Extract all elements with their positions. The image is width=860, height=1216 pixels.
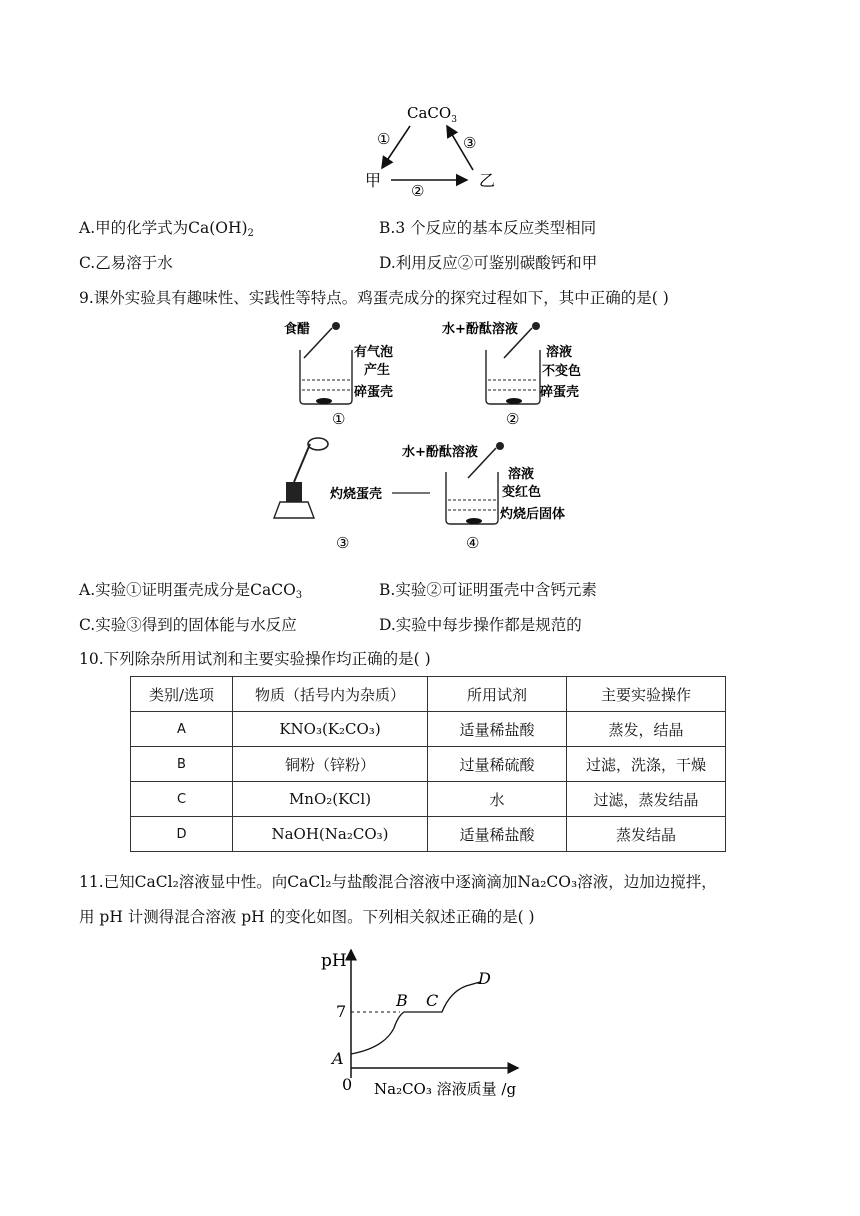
ph-curve <box>351 982 480 1054</box>
exp4-number: ④ <box>466 534 480 552</box>
exp1-label-1: 有气泡 <box>354 345 394 360</box>
header-substance: 物质（括号内为杂质） <box>233 677 428 712</box>
caco3-label: CaCO$_3$ <box>407 104 457 125</box>
header-option: 类别/选项 <box>131 677 233 712</box>
row-substance: NaOH(Na₂CO₃) <box>233 817 428 852</box>
exp2-reagent: 水+酚酞溶液 <box>442 322 518 337</box>
row-option: C <box>131 782 233 817</box>
row-substance: KNO₃(K₂CO₃) <box>233 712 428 747</box>
beaker-1 <box>300 350 352 404</box>
exp1-label-3: 碎蛋壳 <box>354 385 394 400</box>
q11-stem-line-2: 用 pH 计测得混合溶液 pH 的变化如图。下列相关叙述正确的是( ) <box>79 908 535 926</box>
exp3-number: ③ <box>336 534 350 552</box>
arrow-1-label: ① <box>377 130 391 148</box>
table-row <box>131 782 726 817</box>
q8-option-c: C.乙易溶于水 <box>79 254 173 272</box>
row-substance: 铜粉（锌粉） <box>233 747 428 782</box>
q9-option-b: B.实验②可证明蛋壳中含钙元素 <box>379 581 597 599</box>
y-axis-label: pH <box>321 951 347 971</box>
alcohol-lamp-icon <box>274 438 328 518</box>
ph-curve-chart <box>318 942 558 1110</box>
row-reagent: 过量稀硫酸 <box>428 747 567 782</box>
beaker-4 <box>446 472 498 524</box>
point-b-label: B <box>396 991 408 1010</box>
q9-option-a: A.实验①证明蛋壳成分是CaCO$_3$ <box>79 581 303 601</box>
exp2-label-2: 不变色 <box>542 364 582 379</box>
row-option: A <box>131 712 233 747</box>
arrow-3-label: ③ <box>463 134 477 152</box>
row-substance: MnO₂(KCl) <box>233 782 428 817</box>
exp4-label-2: 变红色 <box>502 485 542 500</box>
q8-option-d: D.利用反应②可鉴别碳酸钙和甲 <box>379 254 598 272</box>
exp4-label-1: 溶液 <box>508 467 535 482</box>
point-a-label: A <box>332 1049 344 1068</box>
exp4-label-3: 灼烧后固体 <box>500 507 566 522</box>
row-reagent: 水 <box>428 782 567 817</box>
beaker-2 <box>486 350 540 404</box>
q9-option-c: C.实验③得到的固体能与水反应 <box>79 616 297 634</box>
row-operation: 蒸发，结晶 <box>567 712 726 747</box>
q8-option-a: A.甲的化学式为$Ca(OH)_2$ <box>79 219 254 239</box>
row-reagent: 适量稀盐酸 <box>428 817 567 852</box>
row-operation: 过滤，洗涤，干燥 <box>567 747 726 782</box>
row-option: D <box>131 817 233 852</box>
jia-label: 甲 <box>365 171 382 190</box>
table-row <box>131 817 726 852</box>
exp3-label: 灼烧蛋壳 <box>330 487 383 502</box>
table-row <box>131 747 726 782</box>
row-operation: 蒸发结晶 <box>567 817 726 852</box>
y-tick-7: 7 <box>336 1002 347 1021</box>
q9-stem: 9.课外实验具有趣味性、实践性等特点。鸡蛋壳成分的探究过程如下，其中正确的是( ) <box>79 289 669 307</box>
q10-stem: 10.下列除杂所用试剂和主要实验操作均正确的是( ) <box>79 650 431 668</box>
q9-option-d: D.实验中每步操作都是规范的 <box>379 616 582 634</box>
purification-table <box>130 676 726 852</box>
q8-option-b: B.3 个反应的基本反应类型相同 <box>379 219 597 237</box>
table-header-row <box>131 677 726 712</box>
eggshell-experiment-figure <box>260 318 600 558</box>
reaction-cycle-diagram <box>355 98 515 196</box>
table-row <box>131 712 726 747</box>
row-reagent: 适量稀盐酸 <box>428 712 567 747</box>
exp2-number: ② <box>506 410 520 428</box>
arrow-2-label: ② <box>411 182 425 196</box>
exp1-reagent: 食醋 <box>284 322 311 337</box>
row-option: B <box>131 747 233 782</box>
origin-label: 0 <box>342 1075 353 1094</box>
point-d-label: D <box>478 969 491 988</box>
exp1-number: ① <box>332 410 346 428</box>
exp2-label-1: 溶液 <box>546 345 573 360</box>
point-c-label: C <box>426 991 439 1010</box>
row-operation: 过滤，蒸发结晶 <box>567 782 726 817</box>
exp2-label-3: 碎蛋壳 <box>540 385 580 400</box>
exp4-reagent: 水+酚酞溶液 <box>402 445 478 460</box>
yi-label: 乙 <box>479 171 496 190</box>
header-reagent: 所用试剂 <box>428 677 567 712</box>
header-operation: 主要实验操作 <box>567 677 726 712</box>
x-axis-label: Na₂CO₃ 溶液质量 /g <box>374 1080 517 1098</box>
exp1-label-2: 产生 <box>364 363 391 378</box>
q11-stem-line-1: 11.已知CaCl₂溶液显中性。向CaCl₂与盐酸混合溶液中逐滴滴加Na₂CO₃溶液，边加边搅拌， <box>79 873 717 891</box>
